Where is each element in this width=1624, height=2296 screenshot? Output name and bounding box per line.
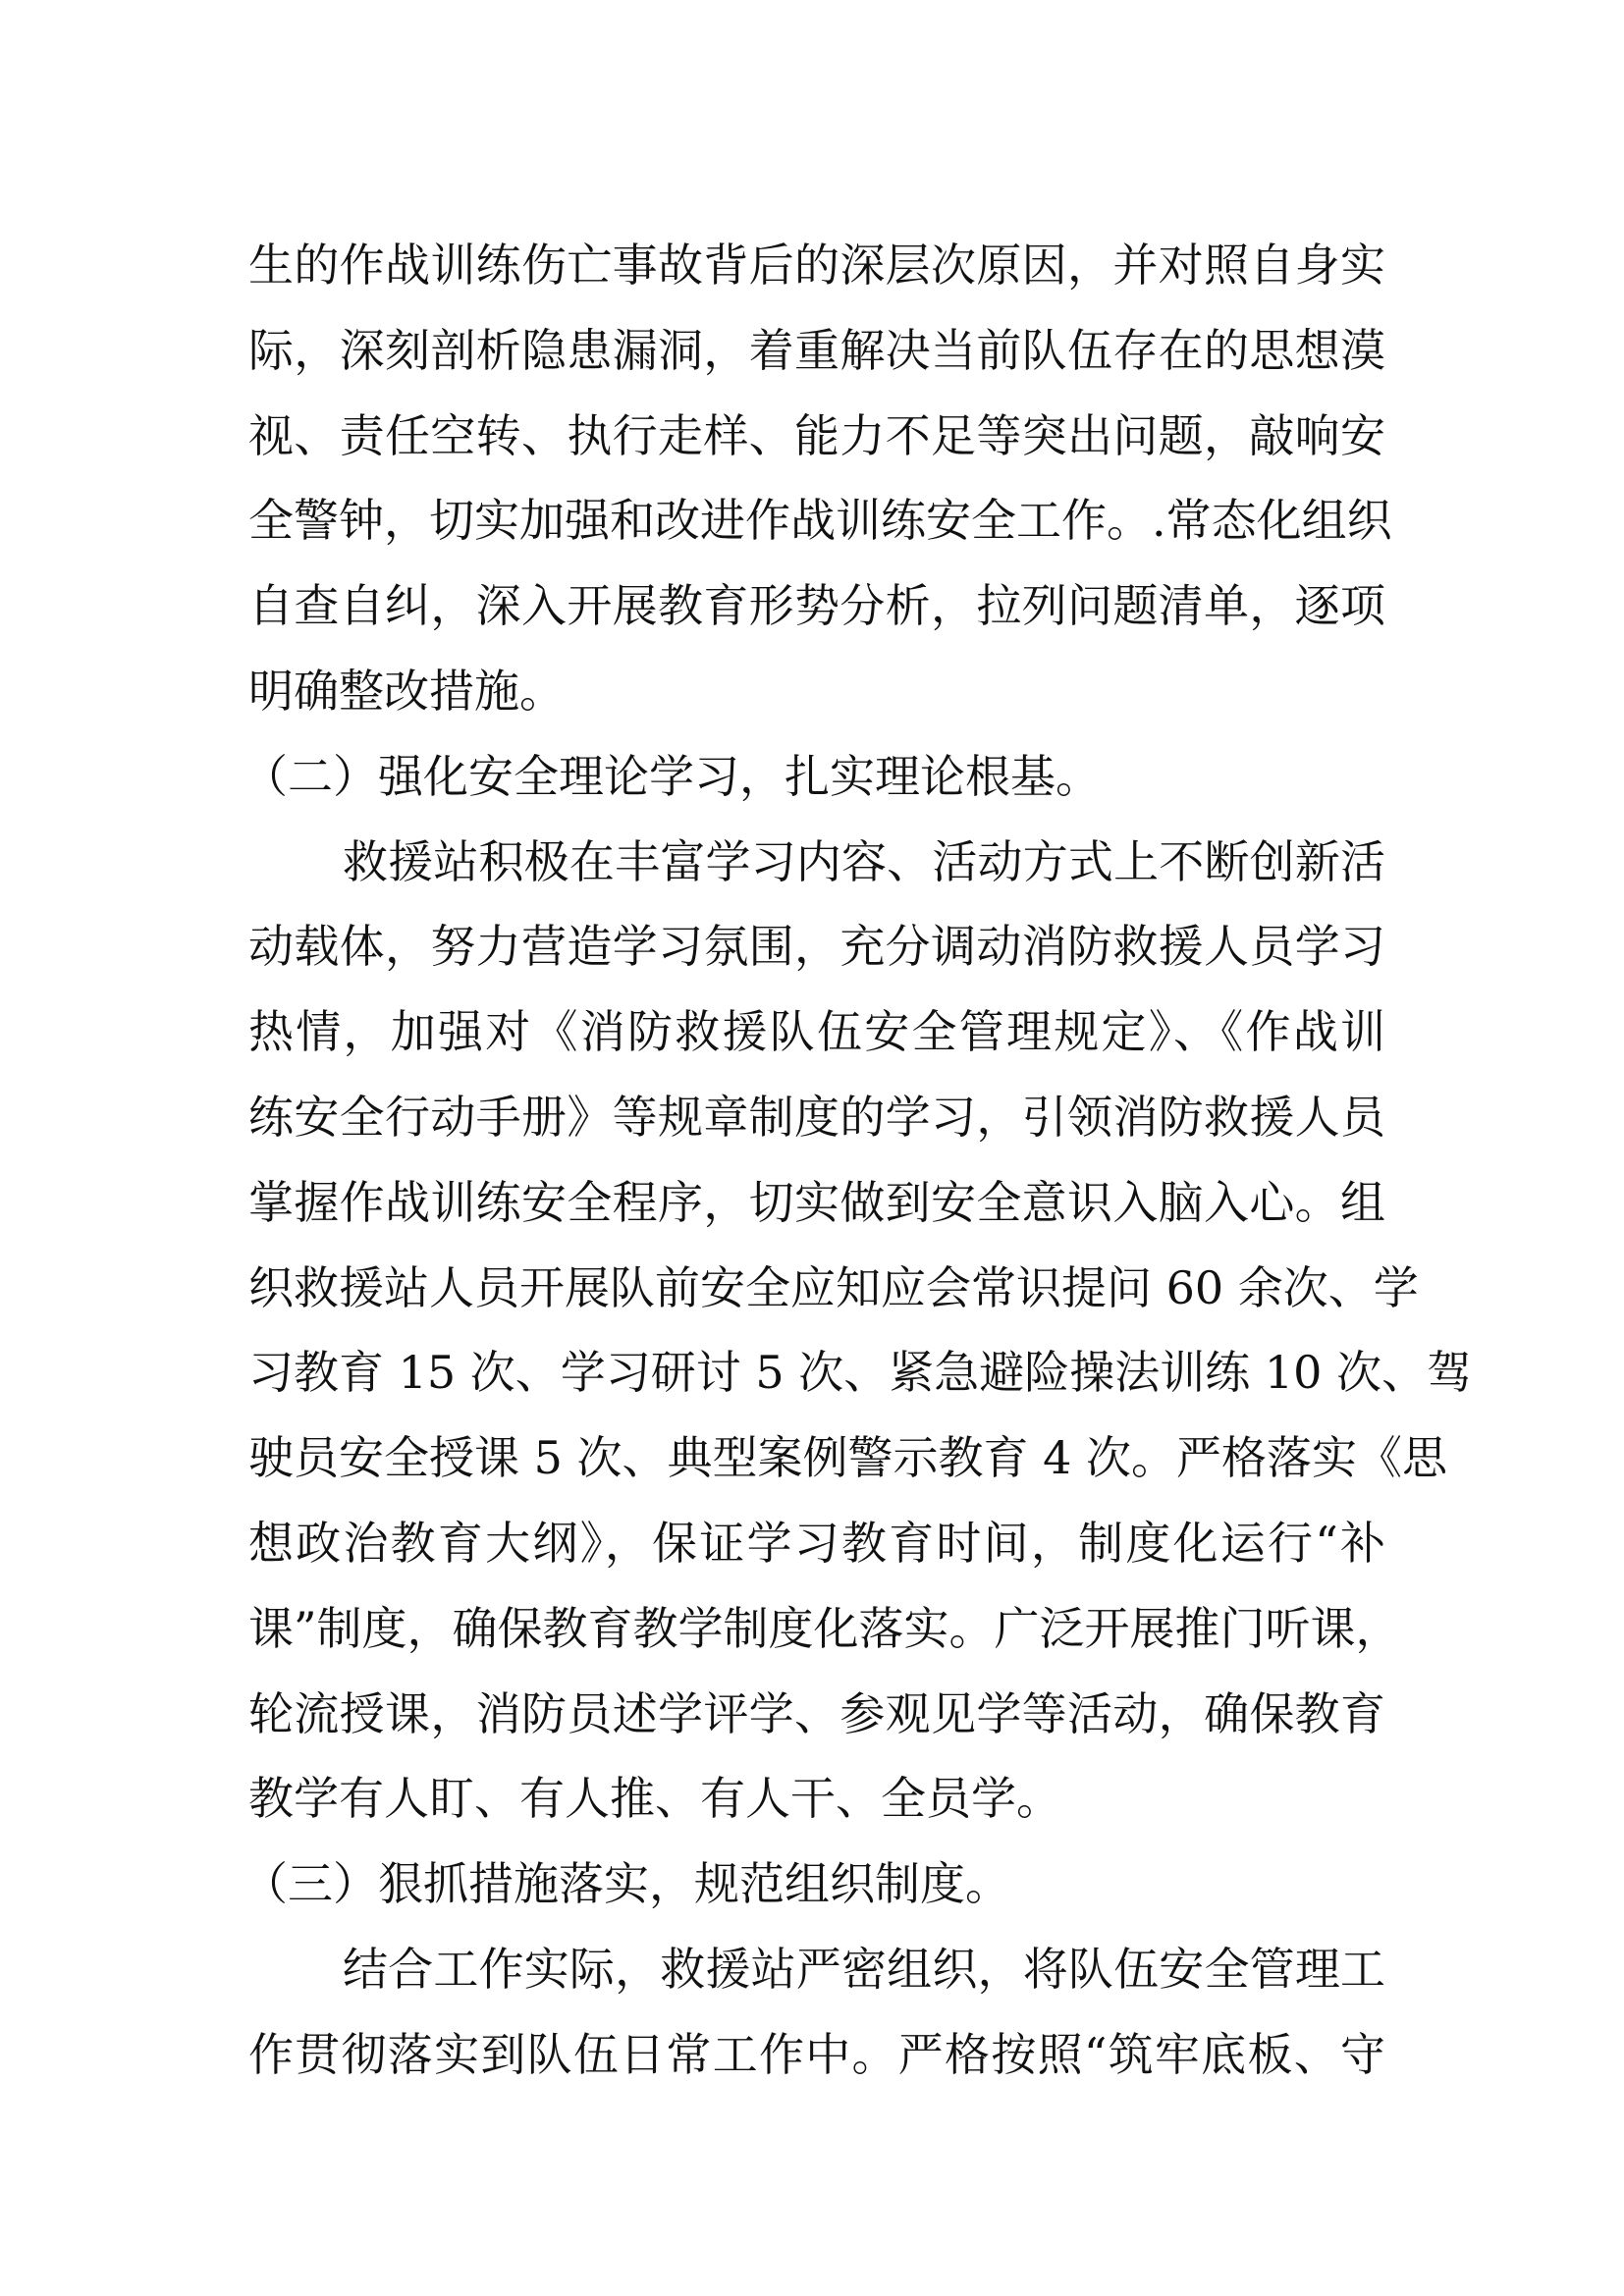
paragraph-line: 生的作战训练伤亡事故背后的深层次原因，并对照自身实	[248, 239, 1385, 292]
paragraph-line: 教学有人盯、有人推、有人干、全员学。	[248, 1772, 1061, 1826]
paragraph-line: 课”制度，确保教育教学制度化落实。广泛开展推门听课，	[248, 1601, 1401, 1655]
paragraph-line: 织救援站人员开展队前安全应知应会常识提问 60 余次、学	[248, 1260, 1419, 1314]
paragraph-line: 自查自纠，深入开展教育形势分析，拉列问题清单，逐项	[248, 579, 1385, 633]
paragraph-line: 练安全行动手册》等规章制度的学习，引领消防救援人员	[248, 1090, 1385, 1144]
paragraph-line: 际，深刻剖析隐患漏洞，着重解决当前队伍存在的思想漠	[248, 323, 1385, 377]
paragraph-line: 动载体，努力营造学习氛围，充分调动消防救援人员学习	[248, 920, 1385, 974]
paragraph-line: 习教育 15 次、学习研讨 5 次、紧急避险操法训练 10 次、驾	[248, 1346, 1473, 1400]
section-heading: （三）狠抓措施落实，规范组织制度。	[243, 1857, 1010, 1911]
paragraph-line: 轮流授课，消防员述学评学、参观见学等活动，确保教育	[248, 1686, 1385, 1740]
paragraph-line: 掌握作战训练安全程序，切实做到安全意识入脑入心。组	[248, 1175, 1385, 1229]
paragraph-line: 明确整改措施。	[248, 664, 565, 718]
paragraph-line: 全警钟，切实加强和改进作战训练安全工作。.常态化组织	[248, 494, 1392, 548]
section-heading: （二）强化安全理论学习，扎实理论根基。	[243, 749, 1101, 803]
paragraph-line: 结合工作实际，救援站严密组织，将队伍安全管理工	[343, 1942, 1385, 1996]
document-body	[243, 223, 1473, 2098]
paragraph-line: 热情，加强对《消防救援队伍安全管理规定》、《作战训	[248, 1005, 1385, 1059]
paragraph-line: 作贯彻落实到队伍日常工作中。严格按照“筑牢底板、守	[248, 2027, 1385, 2081]
paragraph-line: 想政治教育大纲》，保证学习教育时间，制度化运行“补	[248, 1516, 1385, 1570]
paragraph-line: 视、责任空转、执行走样、能力不足等突出问题，敲响安	[248, 408, 1385, 462]
paragraph-line: 驶员安全授课 5 次、典型案例警示教育 4 次。严格落实《思	[248, 1431, 1448, 1485]
paragraph-line: 救援站积极在丰富学习内容、活动方式上不断创新活	[343, 834, 1385, 888]
